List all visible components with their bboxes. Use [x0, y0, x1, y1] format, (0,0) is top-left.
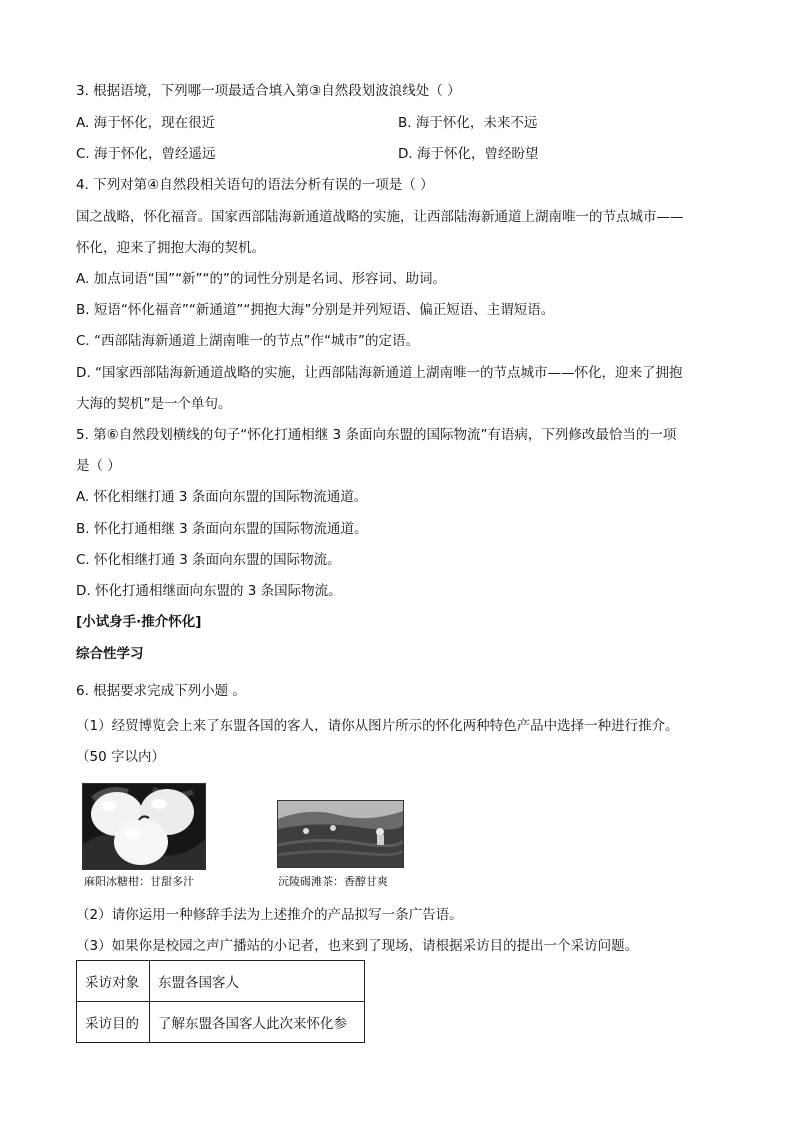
q6-sub1-line-1: （1）经贸博览会上来了东盟各国的客人，请你从图片所示的怀化两种特色产品中选择一种进行推介。: [76, 718, 679, 734]
q4-passage-line-1: 国之战略，怀化福音。国家西部陆海新通道战略的实施，让西部陆海新通道上湖南唯一的节点城市——: [76, 209, 684, 225]
q3-option-c: C. 海于怀化，曾经遥远: [76, 146, 216, 162]
interview-table: [76, 960, 365, 1043]
citrus-photo: [82, 783, 206, 870]
q5-option-c: C. 怀化相继打通 3 条面向东盟的国际物流。: [76, 552, 341, 568]
q5-stem-line-2: 是（ ）: [76, 458, 121, 474]
q4-option-d-line-2: 大海的契机”是一个单句。: [76, 396, 232, 412]
q4-option-a: A. 加点词语“国”“新”“的”的词性分别是名词、形容词、助词。: [76, 271, 447, 287]
tea-caption: 沅陵碣滩茶：香醇甘爽: [278, 875, 388, 888]
table-row: [77, 1002, 365, 1043]
q6-sub2: （2）请你运用一种修辞手法为上述推介的产品拟写一条广告语。: [76, 907, 463, 923]
q4-stem: 4. 下列对第④自然段相关语句的语法分析有误的一项是（ ）: [76, 177, 434, 193]
q4-option-b: B. 短语“怀化福音”“新通道”“拥抱大海”分别是并列短语、偏正短语、主谓短语。: [76, 302, 555, 318]
q5-option-d: D. 怀化打通相继面向东盟的 3 条国际物流。: [76, 583, 342, 599]
section-title: [小试身手·推介怀化]: [76, 614, 202, 630]
q4-passage-line-2: 怀化，迎来了拥抱大海的契机。: [76, 240, 265, 256]
q3-stem: 3. 根据语境，下列哪一项最适合填入第③自然段划波浪线处（ ）: [76, 83, 461, 99]
q6-sub1-line-2: （50 字以内）: [76, 749, 165, 765]
q4-option-d-line-1: D. “国家西部陆海新通道战略的实施，让西部陆海新通道上湖南唯一的节点城市——怀化，迎来了拥抱: [76, 365, 683, 381]
q3-option-d: D. 海于怀化，曾经盼望: [398, 146, 539, 162]
section-subtitle: 综合性学习: [76, 646, 144, 662]
interview-purpose-label: 采访目的: [77, 1002, 150, 1043]
interview-subject-label: 采访对象: [77, 961, 150, 1002]
table-row: [77, 961, 365, 1002]
interview-purpose-value: 了解东盟各国客人此次来怀化参: [150, 1002, 365, 1043]
q5-option-a: A. 怀化相继打通 3 条面向东盟的国际物流通道。: [76, 489, 368, 505]
q6-sub3: （3）如果你是校园之声广播站的小记者，也来到了现场，请根据采访目的提出一个采访问题。: [76, 938, 639, 954]
q6-stem: 6. 根据要求完成下列小题 。: [76, 683, 246, 699]
tea-field-illustration: [278, 801, 403, 867]
interview-subject-value: 东盟各国客人: [150, 961, 365, 1002]
q3-option-a: A. 海于怀化，现在很近: [76, 115, 216, 131]
q4-option-c: C. “西部陆海新通道上湖南唯一的节点”作“城市”的定语。: [76, 333, 419, 349]
tea-plantation-photo: [277, 800, 404, 868]
q3-option-b: B. 海于怀化，未来不远: [398, 115, 538, 131]
citrus-caption: 麻阳冰糖柑：甘甜多汁: [84, 875, 194, 888]
citrus-illustration: [83, 784, 205, 869]
q5-stem-line-1: 5. 第⑥自然段划横线的句子“怀化打通相继 3 条面向东盟的国际物流”有语病，下列修改最恰当的一项: [76, 427, 677, 443]
q5-option-b: B. 怀化打通相继 3 条面向东盟的国际物流通道。: [76, 521, 368, 537]
